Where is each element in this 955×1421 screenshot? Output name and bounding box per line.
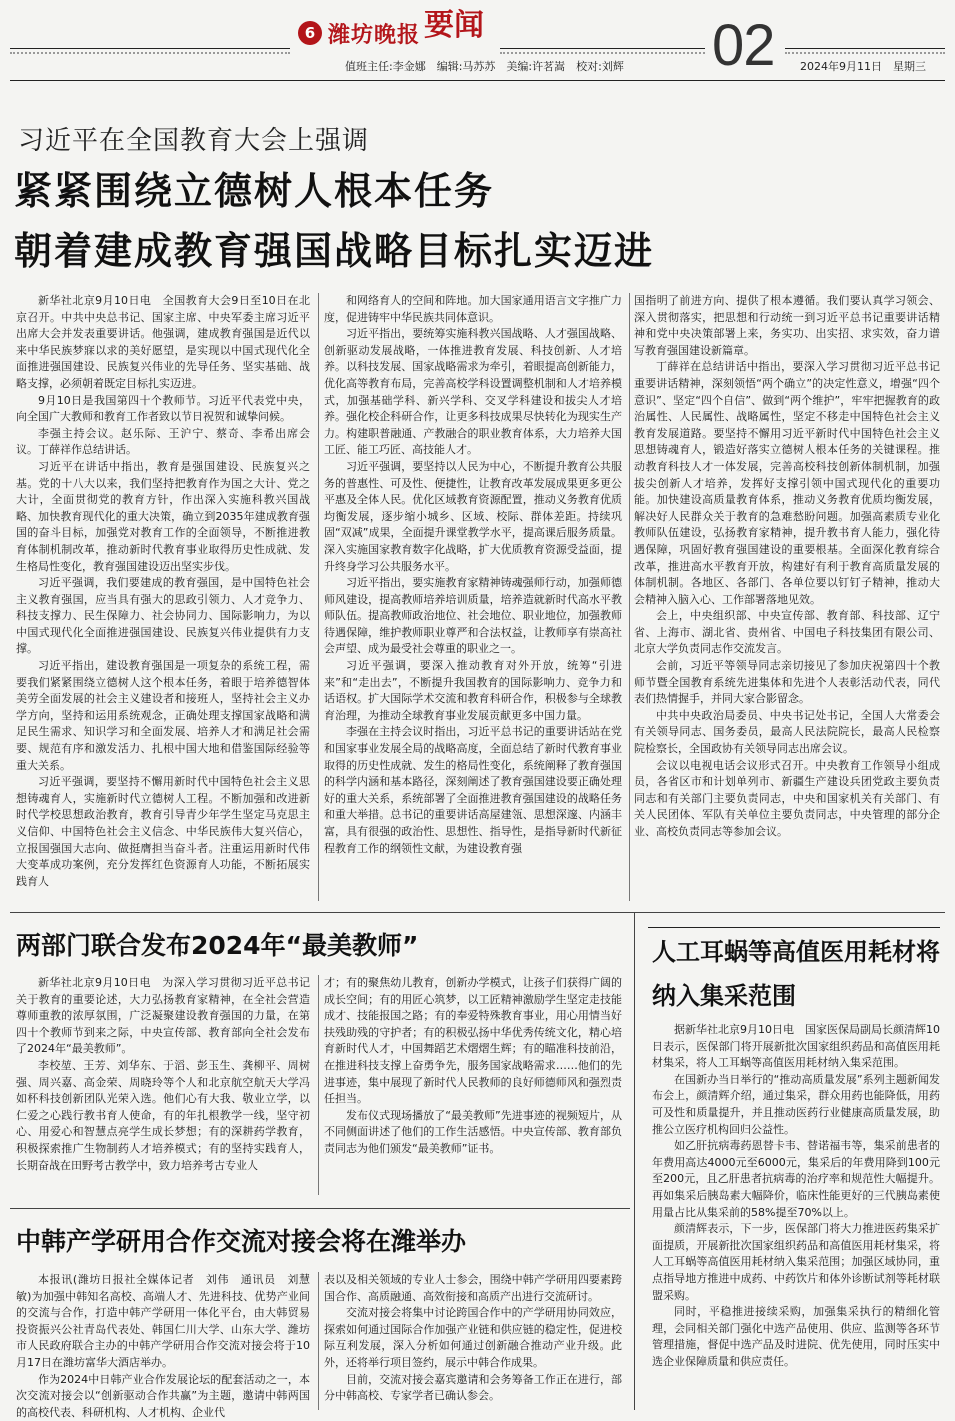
- korea-paragraph: 作为2024中日韩产业合作发展论坛的配套活动之一，本次交流对接会以“创新驱动合作共赢”为主题，邀请中韩两国的高校代表、科研机构、人才机构、企业代: [16, 1372, 310, 1419]
- sidebar-divider: [634, 912, 635, 1410]
- section-name: 要闻: [424, 8, 484, 43]
- section-rule: [10, 1208, 630, 1209]
- teacher-paragraph: 李校堃、王芳、刘华东、于滔、彭玉生、龚柳平、周树强、周兴嘉、高金荣、周晓玲等个人和北京航空航天大学冯如杯科技创新团队光荣入选。他们心有大我、敬业立学，以仁爱之心践行教书育人使命，有的年扎根教学一线，坚守初心、用爱心和智慧点亮学生成长梦想；有的深耕药学教育，积极探索推广生物制药人才培养模式；有的坚持实践育人，长期奋战在田野考古教学中，致力培养考古专业人: [16, 1058, 310, 1172]
- masthead-dots-right: [785, 52, 945, 54]
- medical-story-headline: 人工耳蜗等高值医用耗材将纳入集采范围: [652, 937, 940, 1010]
- medical-paragraph: 如乙肝抗病毒药恩替卡韦、替诺福韦等，集采前患者的年费用高达4000元至6000元，集采后的年费用降到100元至200元，且乙肝患者抗病毒的治疗率和规范性大幅提升。再如集采后胰岛素大幅降价，临床性能更好的三代胰岛素使用量占比从集采前的58%提至70%以上。: [652, 1139, 940, 1219]
- lead-paragraph: 李强在主持会议时指出，习近平总书记的重要讲话站在党和国家事业发展全局的战略高度，全面总结了新时代教育事业取得的历史性成就、发生的格局性变化，系统阐释了教育强国的科学内涵和基本路径，深刻阐述了教育强国建设要正确处理好的重大关系，系统部署了全面推进教育强国建设的战略任务和重大举措。总书记的重要讲话高屋建瓴、思想深邃、内涵丰富，具有很强的政治性、思想性、指导性，是指导新时代新征程教育工作的纲领性文献，为建设教育强: [324, 725, 622, 855]
- lead-paragraph: 李强主持会议。赵乐际、王沪宁、蔡奇、李希出席会议。丁薛祥作总结讲话。: [16, 426, 310, 457]
- korea-column-1: [16, 1272, 310, 1419]
- header-bottom-rule: [10, 80, 945, 81]
- lead-paragraph: 9月10日是我国第四十个教师节。习近平代表党中央，向全国广大教师和教育工作者致以节日祝贺和诚挚问候。: [16, 393, 310, 424]
- lead-paragraph: 会前，习近平等领导同志亲切接见了参加庆祝第四十个教师节暨全国教育系统先进集体和先进个人表彰活动代表，同代表们热情握手，并同大家合影留念。: [634, 659, 940, 706]
- masthead-rule-mid: [500, 48, 705, 49]
- masthead-dots-mid: [500, 52, 705, 54]
- lead-paragraph: 习近平指出，要实施教育家精神铸魂强师行动，加强师德师风建设，提高教师培养培训质量，培养造就新时代高水平教师队伍。提高教师政治地位、社会地位、职业地位，加强教师待遇保障，维护教师职业尊严和合法权益，让教师享有崇高社会声望、成为最受社会尊重的职业之一。: [324, 576, 622, 656]
- section-rule: [10, 912, 945, 913]
- column-divider: [318, 1272, 319, 1410]
- lead-paragraph: 习近平强调，要深入推动教育对外开放，统筹“引进来”和“走出去”，不断提升我国教育的国际影响力、竞争力和话语权。扩大国际学术交流和教育科研合作，积极参与全球教育治理，为推动全球教育事业发展贡献更多中国力量。: [324, 659, 622, 722]
- teacher-column-2: [324, 975, 622, 1195]
- lead-paragraph: 丁薛祥在总结讲话中指出，要深入学习贯彻习近平总书记重要讲话精神，深刻领悟“两个确立”的决定性意义，增强“四个意识”、坚定“四个自信”、做到“两个维护”，牢牢把握教育的政治属性、人民属性、战略属性，坚定不移走中国特色社会主义教育发展道路。要坚持不懈用习近平新时代中国特色社会主义思想铸魂育人，锻造好落实立德树人根本任务的关键课程。推动教育科技人才一体发展，完善高校科技创新体制机制，加强拔尖创新人才培养，发挥好支撑引领中国式现代化的重要功能。加快建设高质量教育体系，推动义务教育优质均衡发展，解决好人民群众关于教育的急难愁盼问题。加强高素质专业化教师队伍建设，弘扬教育家精神，提升教书育人能力，强化待遇保障，巩固好教育强国建设的重要根基。全面深化教育综合改革，推进高水平教育开放，构建好有利于教育高质量发展的体制机制。各地区、各部门、各单位要以钉钉子精神，推动大会精神入脑入心、工作部署落地见效。: [634, 360, 940, 606]
- korea-paragraph: 本报讯(潍坊日报社全媒体记者 刘伟 通讯员 刘慧敏)为加强中韩知名高校、高端人才、先进科技、优势产业间的交流与合作，打造中韩产学研用一体化平台，由大韩贸易投资振兴公社青岛代表处、韩国仁川大学、山东大学、潍坊市人民政府联合主办的中韩产学研用合作交流对接会将于10月17日在潍坊富华大酒店举办。: [16, 1273, 310, 1369]
- teacher-story-headline: 两部门联合发布2024年“最美教师”: [16, 931, 419, 960]
- lead-column-1: [16, 293, 310, 905]
- medical-paragraph: 据新华社北京9月10日电 国家医保局副局长颜清辉10日表示，医保部门将开展新批次国家组织药品和高值医用耗材集采，将人工耳蜗等高值医用耗材纳入集采范围。: [652, 1023, 940, 1070]
- medical-paragraph: 同时，平稳推进接续采购，加强集采执行的精细化管理，会同相关部门强化中选产品使用、供应、监测等各环节管理措施，督促中选产品及时进院、优先使用，同时压实中选企业保障质量和供应责任。: [652, 1305, 940, 1368]
- sidebar-top-rule: [648, 927, 940, 928]
- lead-column-2: [324, 293, 622, 905]
- medical-paragraph: 在国新办当日举行的“推动高质量发展”系列主题新闻发布会上，颜清辉介绍，通过集采，群众用药也能降低，用药可及性和质量提升，并且推动医药行业健康高质量发展，助推公立医疗机构回归公益性。: [652, 1072, 940, 1136]
- lead-paragraph: 国指明了前进方向、提供了根本遵循。我们要认真学习领会、深入贯彻落实，把思想和行动统一到习近平总书记重要讲话精神和党中央决策部署上来，务实功、出实招、求实效，奋力谱写教育强国建设新篇章。: [634, 294, 940, 357]
- paper-name: 潍坊晚报: [328, 23, 421, 48]
- lead-paragraph: 会上，中央组织部、中央宣传部、教育部、科技部、辽宁省、上海市、湖北省、贵州省、中国电子科技集团有限公司、北京大学负责同志作交流发言。: [634, 609, 940, 656]
- lead-paragraph: 习近平指出，要统筹实施科教兴国战略、人才强国战略、创新驱动发展战略，一体推进教育发展、科技创新、人才培养。以科技发展、国家战略需求为牵引，着眼提高创新能力，优化高等教育布局，完善高校学科设置调整机制和人才培养模式，加强基础学科、新兴学科、交叉学科建设和拔尖人才培养。强化校企科研合作，让更多科技成果尽快转化为现实生产力。构建职普融通、产教融合的职业教育体系，大力培养大国工匠、能工巧匠、高技能人才。: [324, 327, 622, 457]
- issue-date: 2024年9月11日 星期三: [800, 60, 926, 73]
- lead-paragraph: 习近平强调，要坚持不懈用新时代中国特色社会主义思想铸魂育人，实施新时代立德树人工程。不断加强和改进新时代学校思想政治教育，教育引导青少年学生坚定马克思主义信仰、中国特色社会主义信念、中华民族伟大复兴信心，立报国强国大志向、做挺膺担当奋斗者。注重运用新时代伟大变革成功案例，充分发挥红色资源育人功能，不断拓展实践育人: [16, 775, 310, 888]
- masthead-rule-left: [10, 48, 290, 49]
- lead-paragraph: 习近平在讲话中指出，教育是强国建设、民族复兴之基。党的十八大以来，我们坚持把教育作为国之大计、党之大计，全面贯彻党的教育方针，作出深入实施科教兴国战略、加快教育现代化的重大决策，确立到2035年建成教育强国的奋斗目标，加强党对教育工作的全面领导，不断推进教育体制机制改革，推动新时代教育事业取得历史性成就、发生格局性变化，教育强国建设迈出坚实步伐。: [16, 459, 310, 573]
- korea-paragraph: 目前，交流对接会嘉宾邀请和会务筹备工作正在进行，部分中韩高校、专家学者已确认参会。: [324, 1372, 622, 1403]
- masthead-dots-left: [10, 52, 290, 54]
- staff-line: 值班主任:李金娜 编辑:马苏苏 美编:许茗嵩 校对:刘辉: [345, 60, 624, 73]
- korea-story-headline: 中韩产学研用合作交流对接会将在潍举办: [16, 1227, 467, 1256]
- medical-column: [652, 1022, 940, 1410]
- lead-paragraph: 习近平指出，建设教育强国是一项复杂的系统工程，需要我们紧紧围绕立德树人这个根本任务，着眼于培养德智体美劳全面发展的社会主义建设者和接班人，坚持社会主义办学方向，坚持和运用系统观念，正确处理支撑国家战略和满足民生需求、知识学习和全面发展、培养人才和满足社会需要、规范有序和激发活力、扎根中国大地和借鉴国际经验等重大关系。: [16, 659, 310, 772]
- teacher-paragraph: 发布仪式现场播放了“最美教师”先进事迹的视频短片，从不同侧面讲述了他们的工作生活感悟。中央宣传部、教育部负责同志为他们颁发“最美教师”证书。: [324, 1108, 622, 1155]
- lead-headline-line1: 紧紧围绕立德树人根本任务: [14, 169, 495, 213]
- teacher-column-1: [16, 975, 310, 1195]
- masthead-rule-right: [785, 48, 945, 49]
- lead-headline-line2: 朝着建成教育强国战略目标扎实迈进: [14, 229, 655, 273]
- column-divider: [318, 293, 319, 901]
- lead-paragraph: 习近平强调，要坚持以人民为中心，不断提升教育公共服务的普惠性、可及性、便捷性，让教育改革发展成果更多更公平惠及全体人民。优化区域教育资源配置，推动义务教育优质均衡发展，逐步缩小城乡、区域、校际、群体差距。持续巩固“双减”成果，全面提升课堂教学水平，提高课后服务质量。深入实施国家教育数字化战略，扩大优质教育资源受益面，提升终身学习公共服务水平。: [324, 459, 622, 573]
- teacher-paragraph: 新华社北京9月10日电 为深入学习贯彻习近平总书记关于教育的重要论述，大力弘扬教育家精神，在全社会营造尊师重教的浓厚氛围，广泛凝聚建设教育强国的力量，在第四十个教师节到来之际，中央宣传部、教育部向全社会发布了2024年“最美教师”。: [16, 976, 310, 1056]
- lead-paragraph: 和网络育人的空间和阵地。加大国家通用语言文字推广力度，促进铸牢中华民族共同体意识。: [324, 294, 622, 324]
- lead-paragraph: 中共中央政治局委员、中央书记处书记，全国人大常委会有关领导同志、国务委员，最高人民法院院长，最高人民检察院检察长，全国政协有关领导同志出席会议。: [634, 708, 940, 756]
- lead-kicker: 习近平在全国教育大会上强调: [18, 126, 370, 156]
- paper-logo-icon: 6: [298, 21, 322, 45]
- lead-paragraph: 会议以电视电话会议形式召开。中央教育工作领导小组成员，各省区市和计划单列市、新疆生产建设兵团党政主要负责同志和有关部门主要负责同志，中央和国家机关有关部门、有关人民团体、军队有关单位主要负责同志，中央管理的部分企业、高校负责同志等参加会议。: [634, 758, 940, 838]
- korea-paragraph: 交流对接会将集中讨论跨国合作中的产学研用协同效应，探索如何通过国际合作加强产业链和供应链的稳定性，促进校际互利发展，深入分析如何通过创新融合推动产业升级。此外，还将举行项目签约，展示中韩合作成果。: [324, 1306, 622, 1369]
- lead-paragraph: 习近平强调，我们要建成的教育强国，是中国特色社会主义教育强国，应当具有强大的思政引领力、人才竞争力、科技支撑力、民生保障力、社会协同力、国际影响力，为以中国式现代化全面推进强国建设、民族复兴伟业提供有力支撑。: [16, 576, 310, 656]
- column-divider: [629, 293, 630, 901]
- column-divider: [318, 975, 319, 1195]
- lead-column-3: [634, 293, 940, 905]
- korea-column-2: [324, 1272, 622, 1410]
- medical-paragraph: 颜清辉表示，下一步，医保部门将大力推进医药集采扩面提质，开展新批次国家组织药品和高值医用耗材集采，将人工耳蜗等高值医用耗材纳入集采范围；加强区域协同，重点指导地方推进中成药、中药饮片和体外诊断试剂等耗材联盟采购。: [652, 1222, 940, 1302]
- page-number: 02: [712, 13, 775, 78]
- lead-paragraph: 新华社北京9月10日电 全国教育大会9日至10日在北京召开。中共中央总书记、国家主席、中央军委主席习近平出席大会并发表重要讲话。他强调，建成教育强国是近代以来中华民族梦寐以求的美好愿望，是实现以中国式现代化全面推进强国建设、民族复兴伟业的先导任务、坚实基础、战略支撑，必须朝着既定目标扎实迈进。: [16, 294, 310, 390]
- teacher-paragraph: 才；有的聚焦幼儿教育，创新办学模式，让孩子们获得广阔的成长空间；有的用匠心筑梦，以工匠精神激励学生坚定走技能成才、技能报国之路；有的奉爱特殊教育事业，用心用情当好扶残助残的守护者；有的积极弘扬中华优秀传统文化，精心培育新时代人才，中国舞蹈艺术熠熠生辉；有的瞄准科技前沿，在推进科技支撑上奋勇争先，服务国家战略需求……他们的先进事迹，集中展现了新时代人民教师的良好师德师风和强烈责任担当。: [324, 976, 622, 1106]
- korea-paragraph: 表以及相关领域的专业人士参会，围绕中韩产学研用四要素跨国合作、高质融通、高效衔接和高质产出进行交流研讨。: [324, 1273, 622, 1303]
